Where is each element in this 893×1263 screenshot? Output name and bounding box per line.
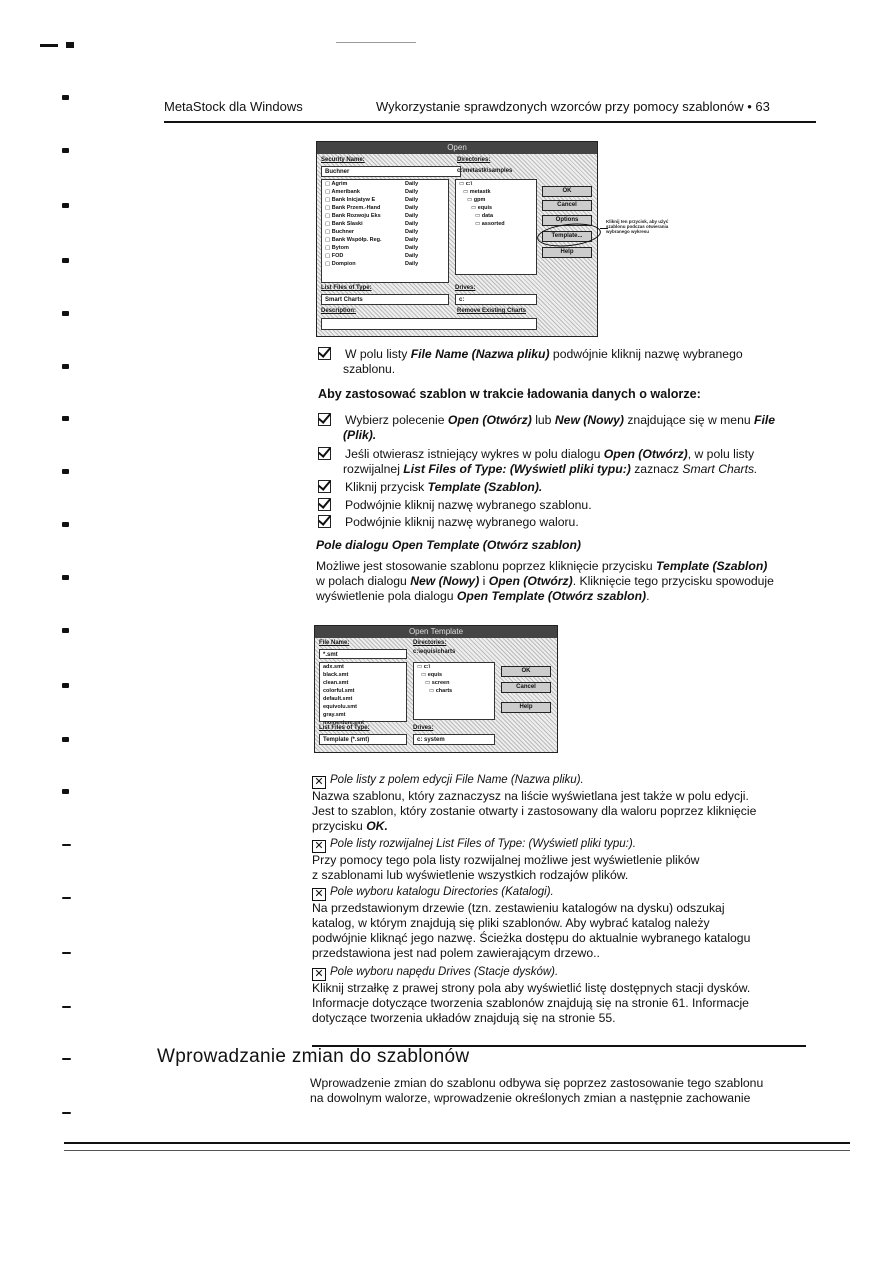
step-file-name: W polu listy File Name (Nazwa pliku) podwójnie kliknij nazwę wybranego szablonu. [318,347,743,377]
callout-x-icon: ✕ [312,888,326,901]
list-item[interactable]: default.smt [323,696,353,702]
list-item[interactable]: adx.smt [323,664,344,670]
margin-mark [62,844,71,846]
footer-rule [64,1142,850,1144]
dir-path: c:\metastk\samples [457,168,513,174]
list-item[interactable]: equivolu.smt [323,704,357,710]
item-directories: ✕ Pole wyboru katalogu Directories (Katalogi). Na przedstawionym drzewie (tzn. zestawieniu katalogów na dysku) odszukaj katalog, w którym znajdują się pliki szablonów. Aby wybrać katalog należy podwójnie kliknąć jego nazwę. Ścieżka dostępu do aktualnie wybranego katalogu przedstawiona jest nad polem zawierającym drzewo.. [312,886,751,960]
dir-path: c:\equis\charts [413,649,456,655]
margin-mark [62,737,69,742]
list-item[interactable]: ▢ Bytom Daily [325,245,419,251]
section-paragraph: Wprowadzenie zmian do szablonu odbywa się poprzez zastosowanie tego szablonu na dowolnym walorze, wprowadzenie określonych zmian a następnie zachowanie [310,1076,764,1105]
step-4: Podwójnie kliknij nazwę wybranego szablonu. [318,498,592,513]
running-header-right: Wykorzystanie sprawdzonych wzorców przy pomocy szablonów • 63 [376,99,770,114]
paragraph-open-template: Możliwe jest stosowanie szablonu poprzez kliknięcie przycisku Template (Szablon) w polach dialogu New (Nowy) i Open (Otwórz). Kliknięcie tego przycisku spowoduje wyświetlenie pola dialogu Open Template (Otwórz szablon). [316,559,774,603]
file-label: Security Name: [321,157,365,163]
file-name-field[interactable]: Buchner [321,166,461,177]
directory-tree[interactable] [455,179,537,275]
item-file-type: ✕ Pole listy rozwijalnej List Files of Type: (Wyświetl pliki typu:). Przy pomocy tego pola listy rozwijalnej możliwe jest wyświetlenie plików z szablonami lub wyświetlenie wszystkich rodzajów plików. [312,838,700,882]
margin-mark [62,416,69,421]
item-drives: ✕ Pole wyboru napędu Drives (Stacje dysków). Kliknij strzałkę z prawej strony pola aby wyświetlić listę dostępnych stacji dysków. Informacje dotyczące tworzenia szablonów znajdują się na stronie 61. Informacje dotyczące tworzenia układów znajdują się na stronie 55. [312,966,751,1025]
margin-mark [62,683,69,688]
list-item[interactable]: clean.smt [323,680,349,686]
help-button[interactable]: Help [542,247,592,258]
margin-mark [62,469,69,474]
margin-mark [62,952,71,954]
drives-dropdown[interactable]: c: system [413,734,495,745]
list-item[interactable]: colorful.smt [323,688,355,694]
options-button[interactable]: Options [542,215,592,226]
types-label: List Files of Type: [319,725,370,731]
directory-item[interactable]: ▭ data [475,213,494,219]
checkbox-icon [318,347,331,360]
callout-note: Kliknij ten przycisk, aby użyć szablonu podczas otwierania wybranego wykresu [606,219,669,234]
running-header-left: MetaStock dla Windows [164,99,303,114]
template-file-list[interactable] [319,662,407,726]
margin-mark [62,148,69,153]
list-item[interactable]: ▢ Bank Rozwoju Eks Daily [325,213,419,219]
directory-item[interactable]: ▭ equis [421,672,443,678]
list-item[interactable]: ▢ Bank Inicjatyw E Daily [325,197,419,203]
list-item[interactable]: ▢ Bank Przem.-Hand Daily [325,205,419,211]
margin-mark [62,575,69,580]
directory-item[interactable]: ▭ assorted [475,221,505,227]
list-item[interactable]: ▢ Bank Slaski Daily [325,221,419,227]
remove-charts-checkbox[interactable]: Remove Existing Charts [457,308,527,314]
cancel-button[interactable]: Cancel [501,682,551,693]
file-list[interactable] [321,179,449,283]
margin-mark [62,258,69,263]
callout-x-icon: ✕ [312,968,326,981]
step-5: Podwójnie kliknij nazwę wybranego waloru. [318,515,579,530]
file-label: File Name: [319,640,350,646]
margin-mark [62,95,69,100]
callout-x-icon: ✕ [312,776,326,789]
ok-button[interactable]: OK [501,666,551,677]
step-1: Wybierz polecenie Open (Otwórz) lub New (Nowy) znajdujące się w menu File (Plik). [318,413,775,443]
checkbox-icon [318,413,331,426]
callout-x-icon: ✕ [312,840,326,853]
list-item[interactable]: momentum.smt [323,720,364,726]
margin-mark [62,203,69,208]
dir-label: Directories: [413,640,447,646]
drives-dropdown[interactable]: c: [455,294,537,305]
margin-mark [62,897,71,899]
directory-item[interactable]: ▭ metastk [463,189,491,195]
checkbox-icon [318,480,331,493]
checkbox-icon [318,498,331,511]
directory-item[interactable]: ▭ screen [425,680,450,686]
list-item[interactable]: ▢ FOD Daily [325,253,419,259]
margin-mark [62,1006,71,1008]
file-type-dropdown[interactable]: Template (*.smt) [319,734,407,745]
margin-mark [62,1112,71,1114]
directory-tree[interactable] [413,662,495,720]
template-button[interactable]: Template... [542,231,592,242]
directory-item[interactable]: ▭ c:\ [459,181,473,187]
list-item[interactable]: ▢ Buchner Daily [325,229,419,235]
dialog-title: Open [317,142,597,154]
list-item[interactable]: ▢ Ameribank Daily [325,189,419,195]
ok-button[interactable]: OK [542,186,592,197]
margin-mark [62,311,69,316]
margin-mark [62,1058,71,1060]
description-label: Description: [321,308,357,314]
types-label: List Files of Type: [321,285,372,291]
directory-item[interactable]: ▭ c:\ [417,664,431,670]
checkbox-icon [318,447,331,460]
checkbox-icon [318,515,331,528]
file-type-dropdown[interactable]: Smart Charts [321,294,449,305]
step-2: Jeśli otwierasz istniejący wykres w polu dialogu Open (Otwórz), w polu listy rozwijalnej List Files of Type: (Wyświetl pliki typu:) zaznacz Smart Charts. [318,447,758,477]
cancel-button[interactable]: Cancel [542,200,592,211]
list-item[interactable]: ▢ Agrim Daily [325,181,419,187]
item-file-name: ✕ Pole listy z polem edycji File Name (Nazwa pliku). Nazwa szablonu, który zaznaczysz na liście wyświetlana jest także w polu edycji. Jest to szablon, który zostanie otwarty i zastosowany dla waloru poprzez kliknięcie przycisku OK. [312,774,757,833]
directory-item[interactable]: ▭ charts [429,688,453,694]
footer-rule [64,1150,850,1151]
margin-mark [62,789,69,794]
open-template-dialog-screenshot [314,625,558,753]
help-button[interactable]: Help [501,702,551,713]
margin-mark [62,364,69,369]
margin-mark [62,522,69,527]
dialog-title: Open Template [315,626,557,638]
drives-label: Drives: [413,725,434,731]
scan-line [336,42,416,43]
directory-item[interactable]: ▭ equis [471,205,493,211]
margin-mark [62,628,69,633]
file-name-field[interactable]: *.smt [319,649,407,659]
dir-label: Directories: [457,157,491,163]
list-item[interactable]: black.smt [323,672,349,678]
list-item[interactable]: ▢ Dompion Daily [325,261,419,267]
header-rule [164,121,816,123]
step-3: Kliknij przycisk Template (Szablon). [318,480,542,495]
subheading-open-template: Pole dialogu Open Template (Otwórz szablon) [316,538,581,552]
drives-label: Drives: [455,285,476,291]
list-item[interactable]: ▢ Bank Współp. Reg. Daily [325,237,419,243]
margin-mark [66,42,74,48]
list-item[interactable]: gray.smt [323,712,346,718]
margin-mark [40,44,58,47]
directory-item[interactable]: ▭ gpm [467,197,486,203]
description-field[interactable] [321,318,537,330]
section-title: Wprowadzanie zmian do szablonów [157,1046,470,1067]
heading-apply-template: Aby zastosować szablon w trakcie ładowania danych o walorze: [318,387,701,401]
